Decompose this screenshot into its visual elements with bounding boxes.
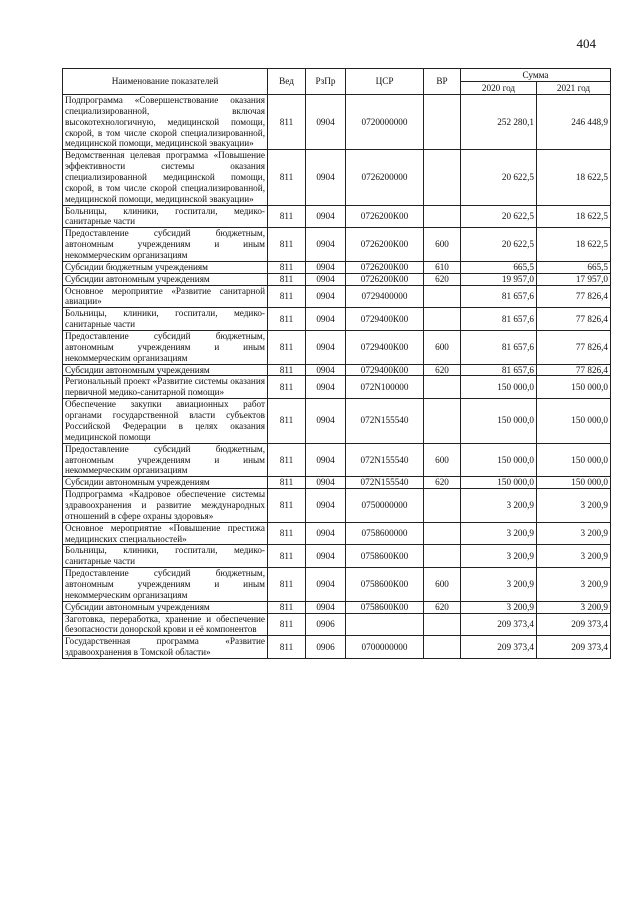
cell-name: Предоставление субсидий бюджетным, автономным учреждениям и иным некоммерческим организациям: [63, 443, 268, 477]
cell-ved: 811: [268, 273, 306, 285]
cell-name: Основное мероприятие «Развитие санитарной авиации»: [63, 285, 268, 308]
table-row: [63, 150, 611, 205]
cell-name: Ведомственная целевая программа «Повышение эффективности системы оказания специализированной медицинской помощи, скорой, в том числе скорой специализированной, медицинской помощи, медицинской эвакуации»: [63, 150, 268, 205]
cell-ved: 811: [268, 636, 306, 659]
cell-y2020: 3 200,9: [461, 489, 537, 523]
cell-ved: 811: [268, 95, 306, 150]
cell-y2021: 18 622,5: [537, 228, 611, 262]
cell-vr: [424, 308, 461, 331]
cell-rzpr: 0906: [306, 613, 346, 636]
header-sum: Сумма: [461, 69, 611, 82]
cell-y2020: 150 000,0: [461, 477, 537, 489]
cell-csr: 0729400К00: [346, 331, 424, 365]
table-row: [63, 273, 611, 285]
cell-rzpr: 0904: [306, 443, 346, 477]
header-name: Наименование показателей: [63, 69, 268, 95]
cell-csr: 0726200000: [346, 150, 424, 205]
cell-vr: [424, 95, 461, 150]
cell-y2020: 19 957,0: [461, 273, 537, 285]
cell-name: Больницы, клиники, госпитали, медико-санитарные части: [63, 205, 268, 228]
cell-y2020: 3 200,9: [461, 522, 537, 545]
table-header: [63, 69, 611, 95]
cell-y2021: 3 200,9: [537, 522, 611, 545]
cell-csr: 0726200К00: [346, 273, 424, 285]
cell-name: Субсидии автономным учреждениям: [63, 273, 268, 285]
header-2021: 2021 год: [537, 82, 611, 95]
cell-csr: 0758600К00: [346, 601, 424, 613]
cell-csr: 0758600К00: [346, 545, 424, 568]
cell-y2020: 3 200,9: [461, 601, 537, 613]
cell-vr: [424, 522, 461, 545]
cell-rzpr: 0904: [306, 308, 346, 331]
cell-ved: 811: [268, 376, 306, 399]
header-2020: 2020 год: [461, 82, 537, 95]
cell-csr: 072N155540: [346, 399, 424, 443]
cell-rzpr: 0906: [306, 636, 346, 659]
cell-csr: 0726200К00: [346, 228, 424, 262]
cell-ved: 811: [268, 261, 306, 273]
cell-y2021: 77 826,4: [537, 331, 611, 365]
cell-rzpr: 0904: [306, 489, 346, 523]
cell-ved: 811: [268, 399, 306, 443]
cell-y2020: 3 200,9: [461, 568, 537, 602]
cell-rzpr: 0904: [306, 399, 346, 443]
header-rzpr: РзПр: [306, 69, 346, 95]
cell-rzpr: 0904: [306, 477, 346, 489]
cell-vr: 610: [424, 261, 461, 273]
table-row: [63, 399, 611, 443]
cell-rzpr: 0904: [306, 205, 346, 228]
cell-ved: 811: [268, 568, 306, 602]
cell-rzpr: 0904: [306, 95, 346, 150]
cell-csr: 0750000000: [346, 489, 424, 523]
cell-csr: 0726200К00: [346, 205, 424, 228]
cell-y2020: 81 657,6: [461, 364, 537, 376]
cell-ved: 811: [268, 601, 306, 613]
cell-name: Больницы, клиники, госпитали, медико-санитарные части: [63, 545, 268, 568]
table-row: [63, 568, 611, 602]
table-row: [63, 261, 611, 273]
cell-y2020: 150 000,0: [461, 376, 537, 399]
cell-rzpr: 0904: [306, 331, 346, 365]
cell-y2021: 665,5: [537, 261, 611, 273]
table-row: [63, 205, 611, 228]
cell-ved: 811: [268, 364, 306, 376]
cell-vr: [424, 545, 461, 568]
cell-y2021: 18 622,5: [537, 150, 611, 205]
cell-y2021: 3 200,9: [537, 545, 611, 568]
cell-vr: [424, 285, 461, 308]
cell-y2021: 150 000,0: [537, 443, 611, 477]
cell-y2021: 209 373,4: [537, 636, 611, 659]
cell-y2020: 81 657,6: [461, 331, 537, 365]
cell-rzpr: 0904: [306, 601, 346, 613]
cell-y2020: 665,5: [461, 261, 537, 273]
cell-y2021: 17 957,0: [537, 273, 611, 285]
cell-rzpr: 0904: [306, 568, 346, 602]
cell-rzpr: 0904: [306, 150, 346, 205]
cell-name: Основное мероприятие «Повышение престижа медицинских специальностей»: [63, 522, 268, 545]
cell-csr: 0720000000: [346, 95, 424, 150]
cell-ved: 811: [268, 477, 306, 489]
cell-name: Субсидии автономным учреждениям: [63, 477, 268, 489]
cell-csr: 0758600000: [346, 522, 424, 545]
cell-y2020: 20 622,5: [461, 205, 537, 228]
cell-name: Обеспечение закупки авиационных работ органами государственной власти субъектов Российской Федерации в целях оказания медицинской помощи: [63, 399, 268, 443]
cell-vr: 600: [424, 568, 461, 602]
cell-rzpr: 0904: [306, 228, 346, 262]
cell-ved: 811: [268, 285, 306, 308]
cell-vr: 600: [424, 443, 461, 477]
cell-ved: 811: [268, 489, 306, 523]
cell-y2021: 150 000,0: [537, 399, 611, 443]
page-number: 404: [576, 36, 596, 51]
cell-name: Государственная программа «Развитие здравоохранения в Томской области»: [63, 636, 268, 659]
cell-vr: 620: [424, 273, 461, 285]
table-row: [63, 376, 611, 399]
table-row: [63, 545, 611, 568]
cell-y2021: 77 826,4: [537, 285, 611, 308]
cell-vr: [424, 205, 461, 228]
cell-y2021: 3 200,9: [537, 601, 611, 613]
cell-y2021: 150 000,0: [537, 376, 611, 399]
table-row: [63, 477, 611, 489]
cell-y2020: 209 373,4: [461, 636, 537, 659]
cell-ved: 811: [268, 545, 306, 568]
cell-name: Предоставление субсидий бюджетным, автономным учреждениям и иным некоммерческим организациям: [63, 331, 268, 365]
cell-name: Подпрограмма «Совершенствование оказания специализированной, включая высокотехнологичную, медицинской помощи, скорой, в том числе скорой специализированной, медицинской помощи, медицинской эвакуации»: [63, 95, 268, 150]
cell-vr: 620: [424, 477, 461, 489]
cell-name: Субсидии автономным учреждениям: [63, 364, 268, 376]
header-ved: Вед: [268, 69, 306, 95]
cell-y2020: 81 657,6: [461, 285, 537, 308]
cell-csr: 0729400К00: [346, 308, 424, 331]
cell-rzpr: 0904: [306, 285, 346, 308]
cell-csr: 0758600К00: [346, 568, 424, 602]
cell-csr: 072N155540: [346, 477, 424, 489]
cell-vr: [424, 613, 461, 636]
cell-csr: 0726200К00: [346, 261, 424, 273]
cell-vr: 600: [424, 228, 461, 262]
cell-y2020: 209 373,4: [461, 613, 537, 636]
cell-name: Заготовка, переработка, хранение и обеспечение безопасности донорской крови и её компонентов: [63, 613, 268, 636]
cell-y2020: 252 280,1: [461, 95, 537, 150]
cell-y2021: 3 200,9: [537, 568, 611, 602]
cell-name: Подпрограмма «Кадровое обеспечение системы здравоохранения и развитие международных отношений в сфере охраны здоровья»: [63, 489, 268, 523]
cell-y2020: 20 622,5: [461, 228, 537, 262]
table-row: [63, 285, 611, 308]
cell-y2021: 77 826,4: [537, 364, 611, 376]
cell-rzpr: 0904: [306, 522, 346, 545]
budget-table: [62, 68, 611, 659]
cell-rzpr: 0904: [306, 273, 346, 285]
cell-name: Субсидии бюджетным учреждениям: [63, 261, 268, 273]
cell-vr: [424, 399, 461, 443]
cell-y2020: 3 200,9: [461, 545, 537, 568]
cell-vr: [424, 376, 461, 399]
table-row: [63, 522, 611, 545]
cell-y2021: 246 448,9: [537, 95, 611, 150]
cell-rzpr: 0904: [306, 376, 346, 399]
cell-name: Региональный проект «Развитие системы оказания первичной медико-санитарной помощи»: [63, 376, 268, 399]
cell-y2021: 150 000,0: [537, 477, 611, 489]
table-row: [63, 95, 611, 150]
cell-vr: [424, 636, 461, 659]
cell-csr: 072N100000: [346, 376, 424, 399]
cell-vr: [424, 150, 461, 205]
table-row: [63, 228, 611, 262]
cell-y2021: 77 826,4: [537, 308, 611, 331]
table-row: [63, 443, 611, 477]
cell-vr: 620: [424, 601, 461, 613]
cell-y2021: 209 373,4: [537, 613, 611, 636]
cell-y2020: 150 000,0: [461, 399, 537, 443]
cell-csr: 0700000000: [346, 636, 424, 659]
cell-vr: 620: [424, 364, 461, 376]
cell-y2020: 81 657,6: [461, 308, 537, 331]
table-body: [63, 95, 611, 659]
cell-y2020: 20 622,5: [461, 150, 537, 205]
cell-ved: 811: [268, 331, 306, 365]
cell-y2021: 18 622,5: [537, 205, 611, 228]
cell-csr: 0729400000: [346, 285, 424, 308]
cell-y2020: 150 000,0: [461, 443, 537, 477]
cell-ved: 811: [268, 205, 306, 228]
cell-rzpr: 0904: [306, 364, 346, 376]
cell-ved: 811: [268, 150, 306, 205]
cell-vr: 600: [424, 331, 461, 365]
cell-vr: [424, 489, 461, 523]
table-row: [63, 601, 611, 613]
table-row: [63, 613, 611, 636]
cell-name: Субсидии автономным учреждениям: [63, 601, 268, 613]
table-row: [63, 308, 611, 331]
cell-name: Предоставление субсидий бюджетным, автономным учреждениям и иным некоммерческим организациям: [63, 568, 268, 602]
cell-csr: [346, 613, 424, 636]
cell-name: Больницы, клиники, госпитали, медико-санитарные части: [63, 308, 268, 331]
cell-ved: 811: [268, 522, 306, 545]
cell-csr: 0729400К00: [346, 364, 424, 376]
cell-csr: 072N155540: [346, 443, 424, 477]
table-row: [63, 489, 611, 523]
cell-rzpr: 0904: [306, 545, 346, 568]
cell-ved: 811: [268, 308, 306, 331]
cell-y2021: 3 200,9: [537, 489, 611, 523]
cell-ved: 811: [268, 613, 306, 636]
table-row: [63, 364, 611, 376]
table-row: [63, 636, 611, 659]
table-row: [63, 331, 611, 365]
header-vr: ВР: [424, 69, 461, 95]
header-csr: ЦСР: [346, 69, 424, 95]
cell-ved: 811: [268, 443, 306, 477]
cell-ved: 811: [268, 228, 306, 262]
cell-rzpr: 0904: [306, 261, 346, 273]
cell-name: Предоставление субсидий бюджетным, автономным учреждениям и иным некоммерческим организациям: [63, 228, 268, 262]
